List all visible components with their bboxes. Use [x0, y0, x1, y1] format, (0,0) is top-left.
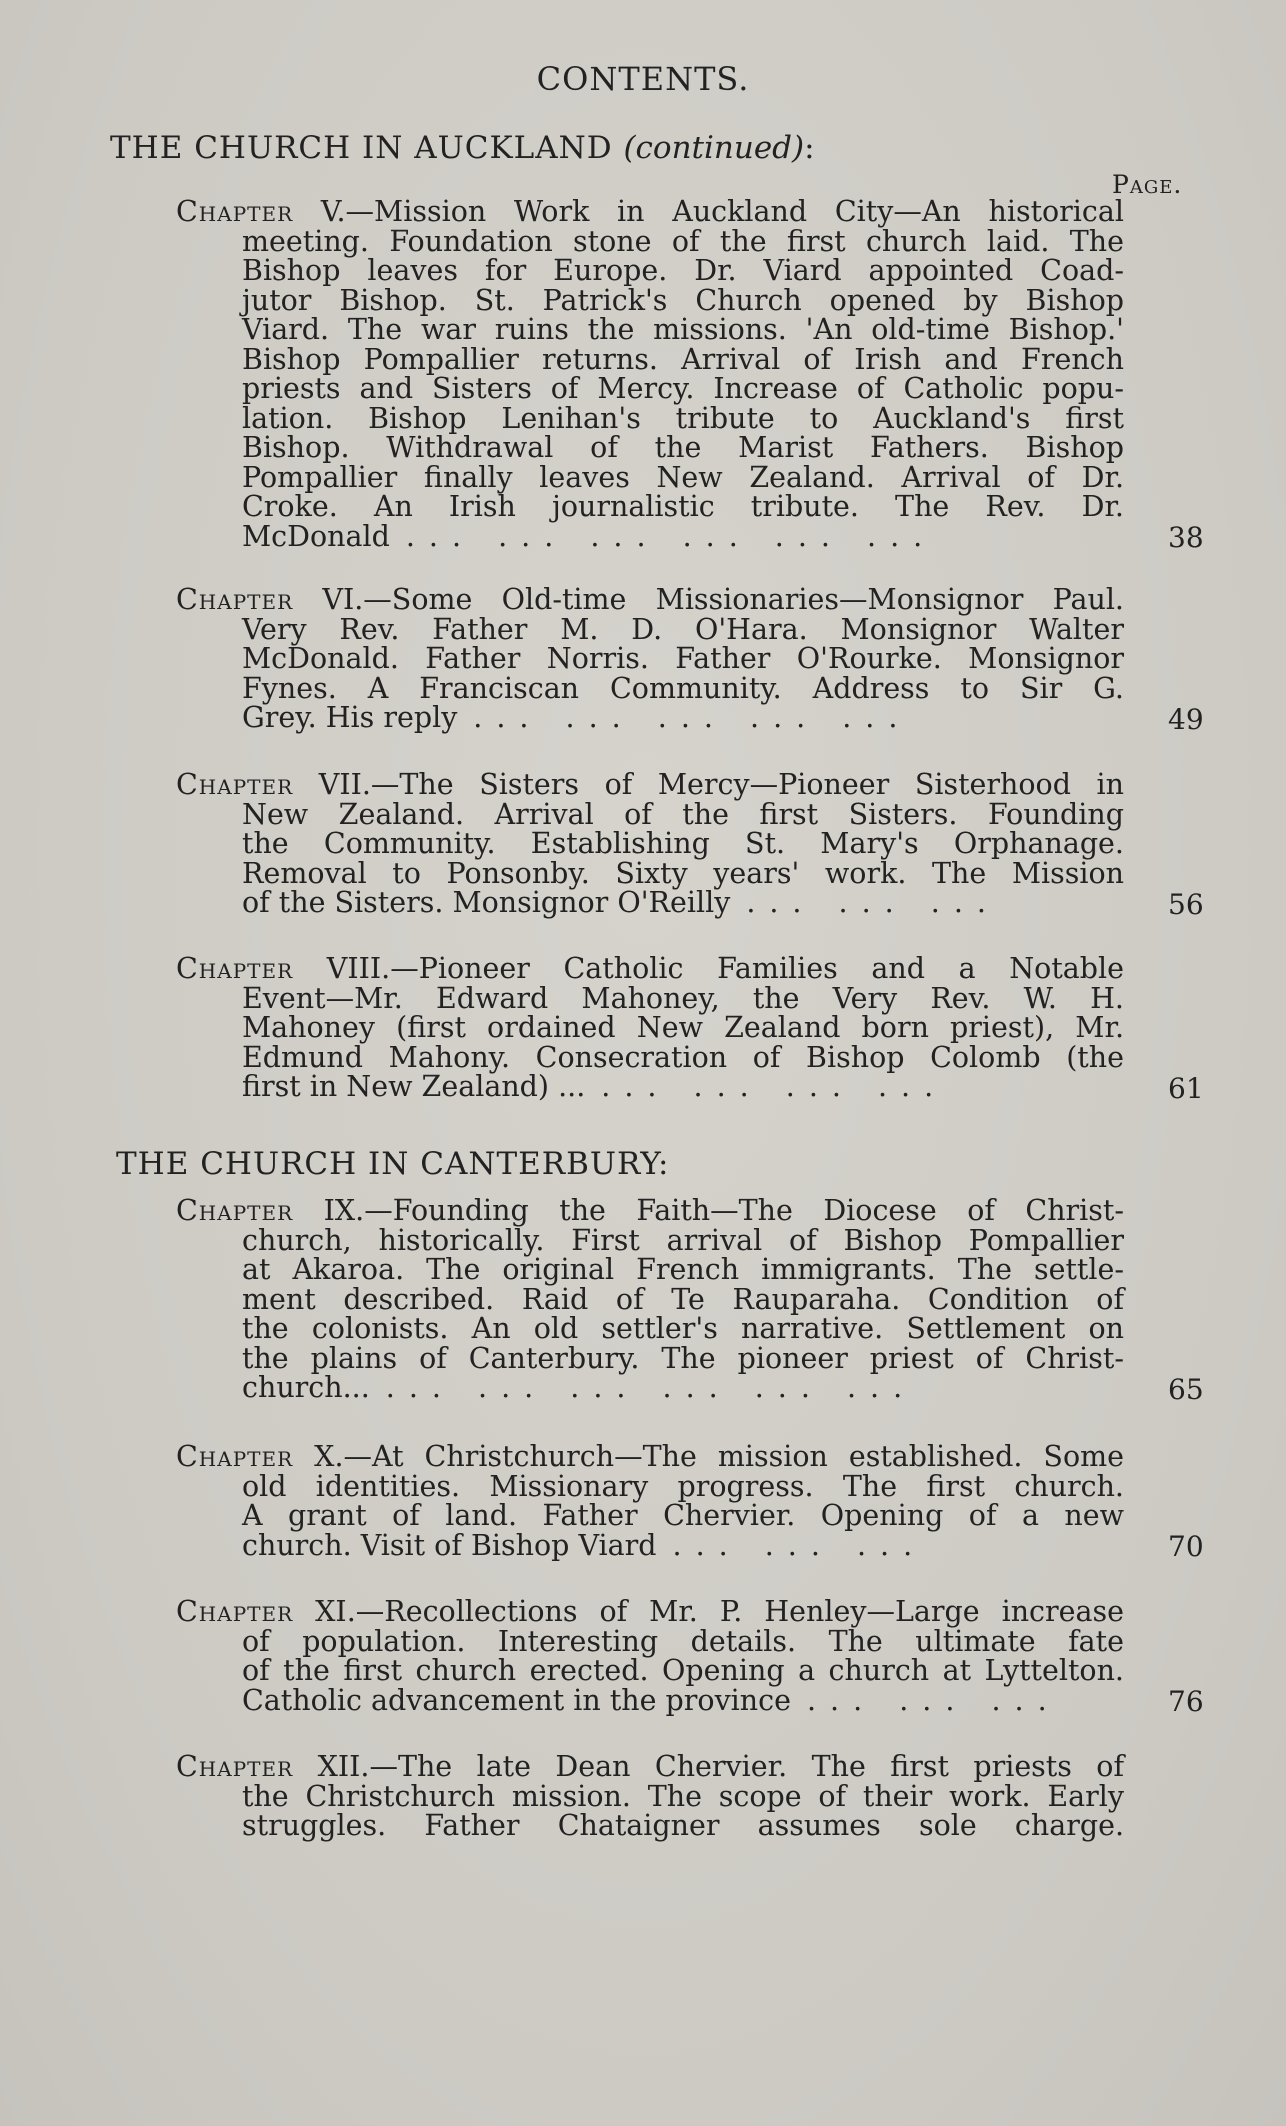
- chapter-line: the plains of Canterbury. The pioneer priest of Christ-: [242, 1341, 1124, 1375]
- chapter-label: Chapter: [176, 1194, 294, 1227]
- chapter-line: Mahoney (first ordained New Zealand born priest), Mr.: [242, 1011, 1124, 1044]
- chapter-last-line: [242, 1528, 1124, 1562]
- chapter-line: Removal to Ponsonby. Sixty years' work. The Mission: [242, 856, 1124, 890]
- chapter-line: [176, 1442, 1124, 1472]
- chapter-text: of the Sisters. Monsignor O'Reilly: [242, 886, 731, 919]
- page-number: 70: [1168, 1530, 1204, 1563]
- section-heading-colon: :: [804, 130, 816, 166]
- chapter-line: of population. Interesting details. The ultimate fate: [242, 1624, 1124, 1658]
- chapter-text: V.—Mission Work in Auckland City—An historical: [320, 195, 1124, 228]
- chapter-line: the colonists. An old settler's narrative. Settlement on: [242, 1312, 1124, 1345]
- chapter-line: Very Rev. Father M. D. O'Hara. Monsignor Walter: [242, 612, 1124, 646]
- dot-leader: ... ... ... ... ... ...: [405, 521, 937, 551]
- section-heading-canterbury: THE CHURCH IN CANTERBURY:: [116, 1146, 670, 1182]
- chapter-entry-ix: [176, 1196, 1124, 1403]
- page-number: 56: [1168, 888, 1204, 921]
- chapter-entry-v: [176, 197, 1124, 551]
- page-number: 65: [1168, 1373, 1204, 1406]
- chapter-line: McDonald. Father Norris. Father O'Rourke. Monsignor: [242, 642, 1124, 675]
- chapter-line: Bishop. Withdrawal of the Marist Fathers. Bishop: [242, 431, 1124, 464]
- page-number: 38: [1168, 521, 1204, 554]
- chapter-line: at Akaroa. The original French immigrants. The settle-: [242, 1253, 1124, 1286]
- chapter-line: Fynes. A Franciscan Community. Address to Sir G.: [242, 671, 1124, 705]
- page-number: 76: [1168, 1685, 1204, 1718]
- chapter-text: VII.—The Sisters of Mercy—Pioneer Sisterhood in: [318, 768, 1125, 801]
- chapter-line: Viard. The war ruins the missions. 'An old-time Bishop.': [242, 313, 1124, 346]
- chapter-text: X.—At Christchurch—The mission established. Some: [314, 1440, 1124, 1473]
- chapter-label: Chapter: [176, 952, 294, 985]
- chapter-line: the Community. Establishing St. Mary's Orphanage.: [242, 827, 1124, 860]
- chapter-last-line: [242, 1072, 1124, 1102]
- dot-leader: ... ... ... ... ...: [473, 703, 912, 733]
- chapter-line: the Christchurch mission. The scope of their work. Early: [242, 1779, 1124, 1813]
- dot-leader: ... ... ...: [806, 1685, 1061, 1715]
- chapter-last-line: [242, 703, 1124, 733]
- chapter-line: Bishop Pompallier returns. Arrival of Irish and French: [242, 342, 1124, 376]
- chapter-line: [176, 585, 1124, 615]
- chapter-text: first in New Zealand) ...: [242, 1070, 586, 1103]
- chapter-line: Bishop leaves for Europe. Dr. Viard appointed Coad-: [242, 254, 1124, 287]
- chapter-entry-vi: [176, 585, 1124, 733]
- section-heading-suffix: (continued): [623, 130, 805, 166]
- chapter-line: [176, 197, 1124, 227]
- page-title: CONTENTS.: [536, 60, 750, 98]
- chapter-line: jutor Bishop. St. Patrick's Church opened by Bishop: [242, 283, 1124, 317]
- chapter-text: Grey. His reply: [242, 701, 458, 734]
- chapter-line: [176, 1752, 1124, 1782]
- chapter-text: church. Visit of Bishop Viard: [242, 1528, 657, 1562]
- chapter-line: Event—Mr. Edward Mahoney, the Very Rev. W. H.: [242, 981, 1124, 1015]
- chapter-entry-x: [176, 1442, 1124, 1560]
- chapter-line: struggles. Father Chataigner assumes sole charge.: [242, 1809, 1124, 1842]
- page-number: 49: [1168, 703, 1204, 736]
- chapter-line: church, historically. First arrival of Bishop Pompallier: [242, 1223, 1124, 1257]
- chapter-text: church...: [242, 1371, 370, 1404]
- chapter-line: [176, 954, 1124, 984]
- page-column-label: Page.: [1112, 170, 1183, 199]
- dot-leader: ... ... ...: [672, 1530, 927, 1560]
- section-heading-text: THE CHURCH IN AUCKLAND: [110, 130, 613, 166]
- chapter-label: Chapter: [176, 1440, 294, 1473]
- chapter-label: Chapter: [176, 1595, 294, 1628]
- dot-leader: ... ... ... ... ... ...: [385, 1373, 917, 1403]
- chapter-last-line: [242, 519, 1124, 553]
- chapter-last-line: [242, 888, 1124, 918]
- chapter-line: lation. Bishop Lenihan's tribute to Auckland's first: [242, 401, 1124, 435]
- chapter-entry-xii: [176, 1752, 1124, 1841]
- chapter-text: VI.—Some Old-time Missionaries—Monsignor Paul.: [322, 583, 1124, 616]
- chapter-line: priests and Sisters of Mercy. Increase of Catholic popu-: [242, 372, 1124, 405]
- chapter-text: VIII.—Pioneer Catholic Families and a Notable: [326, 952, 1125, 985]
- chapter-label: Chapter: [176, 583, 294, 616]
- dot-leader: ... ... ... ...: [601, 1072, 948, 1102]
- chapter-line: [176, 1597, 1124, 1627]
- chapter-last-line: [242, 1683, 1124, 1717]
- chapter-text: Catholic advancement in the province: [242, 1683, 791, 1717]
- dot-leader: ... ... ...: [746, 888, 1000, 918]
- chapter-line: meeting. Foundation stone of the first church laid. The: [242, 224, 1124, 258]
- chapter-label: Chapter: [176, 1750, 294, 1783]
- chapter-line: Pompallier finally leaves New Zealand. Arrival of Dr.: [242, 460, 1124, 494]
- chapter-entry-xi: [176, 1597, 1124, 1715]
- chapter-label: Chapter: [176, 768, 294, 801]
- page-number: 61: [1168, 1072, 1204, 1105]
- chapter-line: Croke. An Irish journalistic tribute. The Rev. Dr.: [242, 490, 1124, 523]
- chapter-label: Chapter: [176, 195, 294, 228]
- chapter-last-line: [242, 1373, 1124, 1403]
- chapter-line: ment described. Raid of Te Rauparaha. Condition of: [242, 1282, 1124, 1316]
- chapter-text: McDonald: [242, 519, 390, 553]
- chapter-line: A grant of land. Father Chervier. Opening of a new: [242, 1499, 1124, 1532]
- chapter-line: [176, 1196, 1124, 1226]
- chapter-entry-vii: [176, 770, 1124, 918]
- chapter-line: of the first church erected. Opening a church at Lyttelton.: [242, 1654, 1124, 1687]
- chapter-line: Edmund Mahony. Consecration of Bishop Colomb (the: [242, 1040, 1124, 1074]
- chapter-line: New Zealand. Arrival of the first Sisters. Founding: [242, 797, 1124, 831]
- section-heading-auckland: [110, 130, 816, 166]
- chapter-line: old identities. Missionary progress. The first church.: [242, 1469, 1124, 1503]
- chapter-text: XII.—The late Dean Chervier. The first priests of: [317, 1750, 1124, 1783]
- chapter-text: IX.—Founding the Faith—The Diocese of Christ-: [323, 1194, 1124, 1227]
- chapter-line: [176, 770, 1124, 800]
- chapter-text: XI.—Recollections of Mr. P. Henley—Large increase: [315, 1595, 1124, 1628]
- chapter-entry-viii: [176, 954, 1124, 1102]
